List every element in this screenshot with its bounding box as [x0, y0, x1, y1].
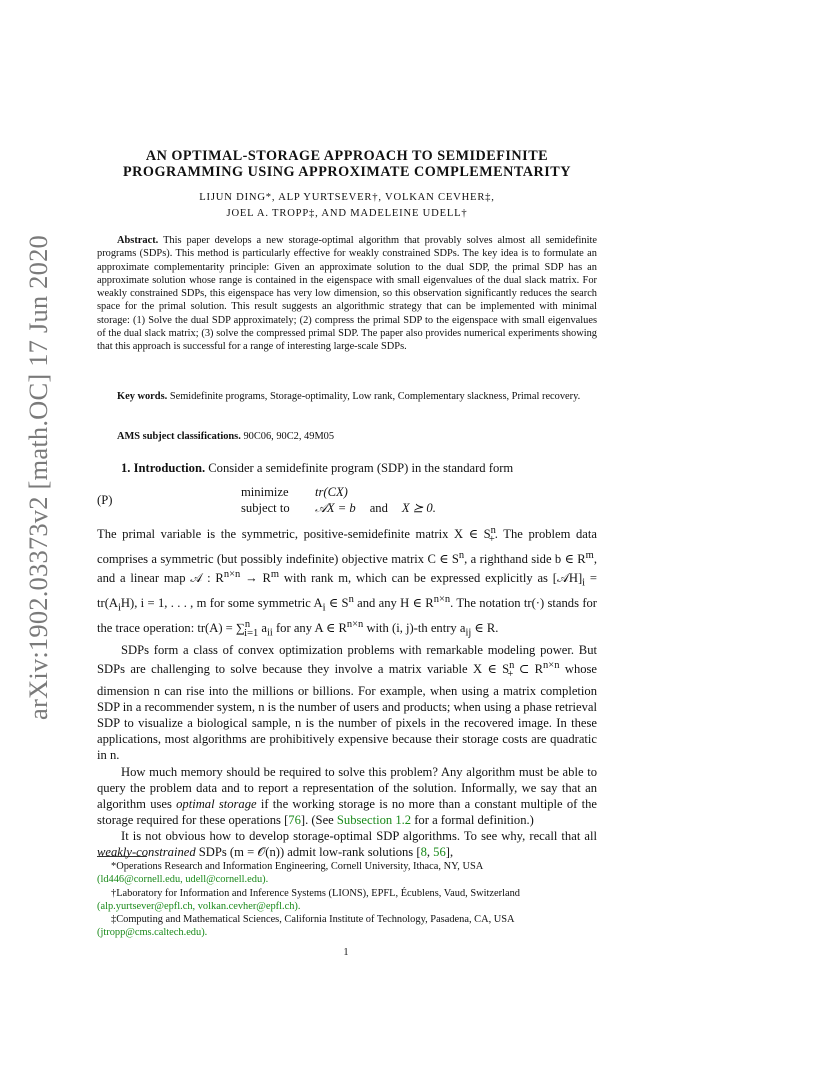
- problem-kw-subject-to: subject to: [241, 501, 290, 515]
- paragraph-1: The primal variable is the symmetric, positive-semidefinite matrix X ∈ $S^n_+$. The problem data comprises a symmetric (but possibly indefinite) objective matrix C ∈ $S^n$, a righthand side b ∈ $R^m$, and a linear map 𝒜 : $R^{n\times n} \to R^m$ with rank m, which can be expressed explicitly as $[𝒜H]_i = tr(A_iH)$, i = 1, . . . , m for some symmetric $A_i$ ∈ $S^n$ and any H ∈ $R^{n\times n}$. The notation tr(·) stands for the trace operation: tr(A) = ∑$^n_{i=1}$ $a_{ii}$ for any A ∈ $R^{n\times n}$ with (i, j)-th entry $a_{ij}$ ∈ R.: [97, 525, 598, 639]
- ams-label: AMS subject classifications.: [117, 431, 241, 442]
- page-number: 1: [343, 947, 349, 958]
- citation-8[interactable]: 8: [420, 845, 427, 860]
- citation-76[interactable]: 76: [288, 813, 301, 828]
- footnotes: [97, 860, 597, 940]
- paragraph-3: How much memory should be required to solve this problem? Any algorithm must be able to query the problem data and to report a representation of the solution. Informally, we say that an algorithm uses optimal storage if the working storage is no more than a constant multiple of the storage required for these operations [76]. (See Subsection 1.2 for a formal definition.): [97, 764, 597, 828]
- paragraph-4: It is not obvious how to develop storage-optimal SDP algorithms. To see why, recall that all weakly-constrained SDPs (m = 𝒪(n)) admit low-rank solutions [8, 56],: [97, 829, 597, 860]
- footnote-2-email[interactable]: (alp.yurtsever@epfl.ch, volkan.cevher@epfl.ch).: [97, 900, 301, 912]
- author-list: [96, 190, 598, 222]
- problem-objective: tr(CX): [315, 485, 348, 499]
- problem-label: (P): [97, 493, 113, 507]
- authors-line-2: JOEL A. TROPP‡, AND MADELEINE UDELL†: [226, 208, 468, 219]
- section-heading: 1. Introduction.: [121, 461, 206, 475]
- footnote-2: †Laboratory for Information and Inference Systems (LIONS), EPFL, Écublens, Vaud, Switzerland (alp.yurtsever@epfl.ch, volkan.cevher@epfl.ch).: [97, 887, 520, 912]
- abstract-label: Abstract.: [117, 235, 159, 246]
- paper-title: [96, 148, 598, 180]
- problem-statement: [241, 484, 436, 516]
- authors-line-1: LIJUN DING*, ALP YURTSEVER†, VOLKAN CEVHER‡,: [199, 192, 495, 203]
- arxiv-sidebar-stamp: [12, 234, 64, 720]
- footnote-1-email[interactable]: (ld446@cornell.edu, udell@cornell.edu).: [97, 874, 269, 886]
- citation-56[interactable]: 56: [433, 845, 446, 860]
- footnote-3: ‡Computing and Mathematical Sciences, California Institute of Technology, Pasadena, CA, USA (jtropp@cms.caltech.edu).: [97, 914, 515, 939]
- footnote-3-email[interactable]: (jtropp@cms.caltech.edu).: [97, 927, 208, 939]
- title-line-1: AN OPTIMAL-STORAGE APPROACH TO SEMIDEFINITE: [145, 148, 549, 164]
- problem-and: and: [369, 501, 388, 515]
- keywords-text: Semidefinite programs, Storage-optimality, Low rank, Complementary slackness, Primal recovery.: [169, 391, 581, 402]
- subsection-link[interactable]: Subsection 1.2: [336, 813, 412, 828]
- arxiv-identifier: arXiv:1902.03373v2 [math.OC] 17 Jun 2020: [22, 234, 53, 720]
- problem-kw-minimize: minimize: [241, 485, 289, 499]
- footnote-rule: [97, 856, 147, 857]
- intro-lead-text: Consider a semidefinite program (SDP) in the standard form: [208, 461, 514, 475]
- ams-classifications: [117, 430, 597, 443]
- abstract: [97, 234, 597, 354]
- intro-lead: [97, 460, 597, 476]
- paragraph-2: SDPs form a class of convex optimization problems with remarkable modeling power. But SDPs are challenging to solve because they involve a matrix variable X ∈ $S^n_+$ ⊂ $R^{n\times n}$ whose dimension n can rise into the millions or billions. For example, when using a matrix completion SDP in a recommender system, n is the number of users and products; when using a phase retrieval SDP to visualize a biological sample, n is the number of pixels in the recovered image. In these applications, most algorithms are prohibitively expensive because their storage costs are quadratic in n.: [97, 642, 598, 763]
- title-line-2: PROGRAMMING USING APPROXIMATE COMPLEMENTARITY: [123, 164, 571, 180]
- abstract-text: This paper develops a new storage-optimal algorithm that provably solves almost all semidefinite programs (SDPs). This method is particularly effective for weakly constrained SDPs. The key idea is to formulate an approximate complementarity principle: Given an approximate solution to the dual SDP, the primal SDP has an approximate solution whose range is contained in the eigenspace with small eigenvalues of the dual slack matrix. For weakly constrained SDPs, this eigenspace has very low dimension, so this observation significantly reduces the search space for the primal solution. This result suggests an algorithmic strategy that can be implemented with minimal storage: (1) Solve the dual SDP approximately; (2) compress the primal SDP to the eigenspace with small eigenvalues of the dual slack matrix; (3) solve the compressed primal SDP. The paper also provides numerical experiments showing that this approach is successful for a range of interesting large-scale SDPs.: [97, 235, 597, 353]
- ams-text: 90C06, 90C2, 49M05: [243, 431, 335, 442]
- problem-constraint-a: 𝒜X = b: [315, 501, 356, 515]
- keywords-label: Key words.: [117, 391, 168, 402]
- footnote-1: *Operations Research and Information Engineering, Cornell University, Ithaca, NY, USA (ld446@cornell.edu, udell@cornell.edu).: [97, 861, 484, 886]
- body-text: [97, 523, 597, 861]
- keywords: [97, 390, 597, 403]
- problem-constraint-b: X ⪰ 0.: [401, 501, 436, 515]
